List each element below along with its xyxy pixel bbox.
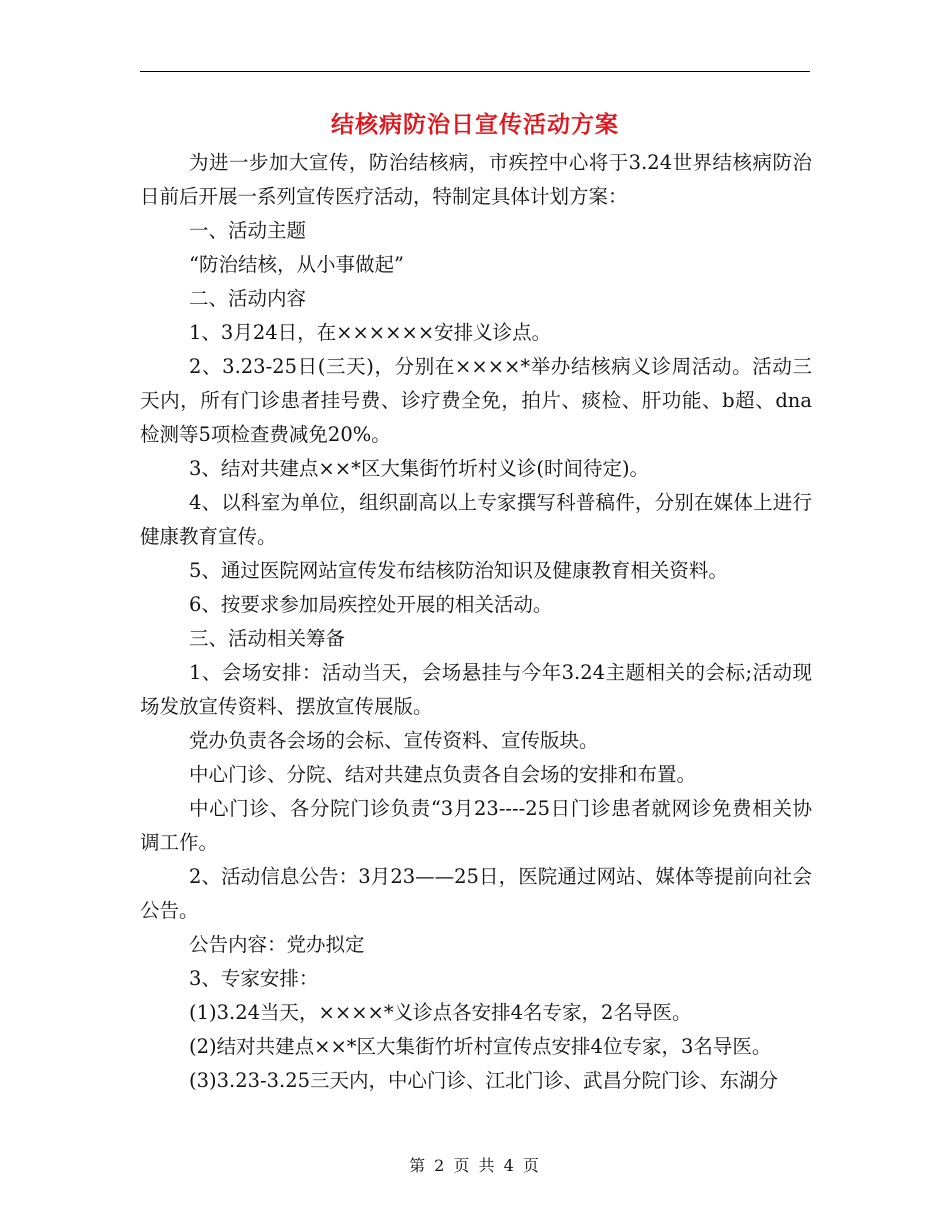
document-body [140, 146, 812, 1098]
paragraph-intro: 为进一步加大宣传，防治结核病，市疾控中心将于3.24世界结核病防治日前后开展一系列宣传医疗活动，特制定具体计划方案： [140, 151, 812, 208]
content-item-2: 2、3.23-25日(三天)，分别在××××*举办结核病义诊周活动。活动三天内，所有门诊患者挂号费、诊疗费全免，拍片、痰检、肝功能、b超、dna检测等5项检查费减免20%。 [140, 355, 812, 446]
content-item-6: 6、按要求参加局疾控处开展的相关活动。 [189, 593, 553, 616]
page-footer: 第 2 页 共 4 页 [409, 1156, 541, 1175]
prep-venue-coordination: 中心门诊、各分院门诊负责“3月23----25日门诊患者就网诊免费相关协调工作。 [140, 797, 812, 854]
content-item-3: 3、结对共建点××*区大集街竹圻村义诊(时间待定)。 [189, 457, 650, 480]
header-rule [140, 71, 810, 72]
prep-item-announcement: 2、活动信息公告：3月23——25日，医院通过网站、媒体等提前向社会公告。 [140, 865, 812, 922]
section-heading-content: 二、活动内容 [189, 287, 307, 310]
document-title: 结核病防治日宣传活动方案 [331, 112, 619, 138]
content-item-5: 5、通过医院网站宣传发布结核防治知识及健康教育相关资料。 [189, 559, 728, 582]
section-heading-preparation: 三、活动相关筹备 [189, 627, 346, 650]
experts-item-3: (3)3.23-3.25三天内，中心门诊、江北门诊、武昌分院门诊、东湖分 [189, 1069, 779, 1092]
theme-slogan: “防治结核，从小事做起” [189, 253, 404, 276]
prep-announcement-content: 公告内容：党办拟定 [189, 933, 365, 956]
section-heading-theme: 一、活动主题 [189, 219, 307, 242]
experts-item-1: (1)3.24当天，××××*义诊点各安排4名专家，2名导医。 [189, 1001, 692, 1024]
prep-venue-clinics: 中心门诊、分院、结对共建点负责各自会场的安排和布置。 [189, 763, 697, 786]
prep-item-venue: 1、会场安排：活动当天，会场悬挂与今年3.24主题相关的会标;活动现场发放宣传资料、摆放宣传展版。 [140, 661, 812, 718]
prep-venue-party-office: 党办负责各会场的会标、宣传资料、宣传版块。 [189, 729, 599, 752]
content-item-1: 1、3月24日，在××××××安排义诊点。 [189, 321, 552, 344]
content-item-4: 4、以科室为单位，组织副高以上专家撰写科普稿件，分别在媒体上进行健康教育宣传。 [140, 491, 812, 548]
prep-item-experts: 3、专家安排： [189, 967, 319, 990]
experts-item-2: (2)结对共建点××*区大集街竹圻村宣传点安排4位专家，3名导医。 [189, 1035, 772, 1058]
